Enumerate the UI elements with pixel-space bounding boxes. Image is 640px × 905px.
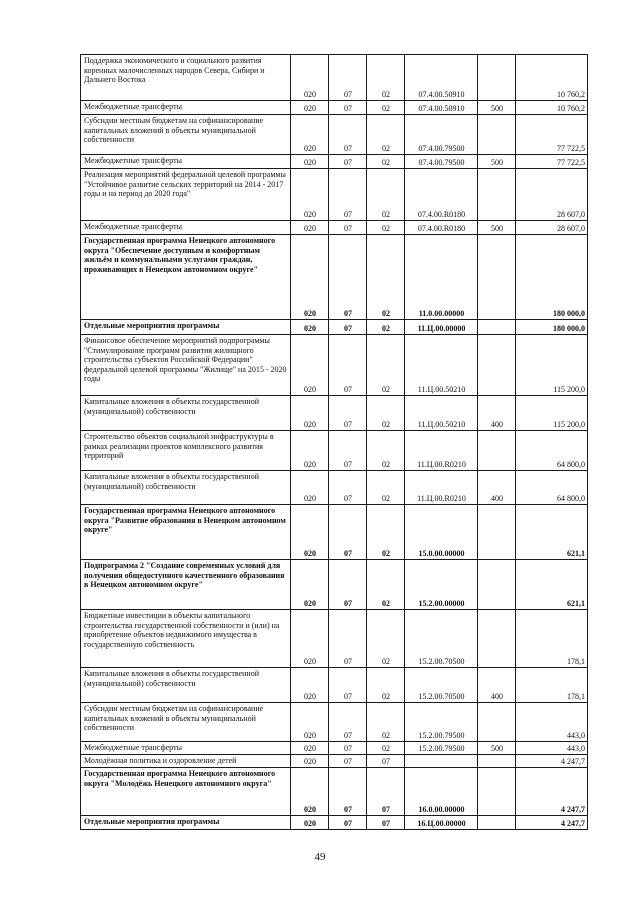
col-section: 07 (329, 235, 367, 320)
row-name: Субсидии местным бюджетам на софинансирование капитальных вложений в объекты муниципальной собственности (81, 115, 291, 155)
col-subsection: 02 (367, 335, 405, 396)
row-name: Государственная программа Ненецкого автономного округа "Развитие образования в Ненецком автономном округе" (81, 505, 291, 560)
col-amount: 621,1 (516, 505, 588, 560)
col-amount: 443,0 (516, 703, 588, 742)
col-section: 07 (329, 335, 367, 396)
col-amount: 4 247,7 (516, 816, 588, 830)
col-section: 07 (329, 768, 367, 816)
col-section: 07 (329, 320, 367, 335)
col-amount: 4 247,7 (516, 755, 588, 768)
row-name: Отдельные мероприятия программы (81, 816, 291, 830)
table-row (81, 169, 588, 221)
col-ministry: 020 (291, 320, 329, 335)
row-name: Финансовое обеспечение мероприятий подпрограммы "Стимулирование программ развития жилищного строительства субъектов Российской Федерации" федеральной целевой программы "Жилище" на 2015 - 2020 годы (81, 335, 291, 396)
col-ministry: 020 (291, 816, 329, 830)
col-target-code: 15.2.00.79500 (405, 742, 478, 755)
col-section: 07 (329, 668, 367, 703)
col-ministry: 020 (291, 396, 329, 431)
table-row-program (81, 505, 588, 560)
col-expense-type (478, 755, 516, 768)
col-target-code: 07.4.00.50910 (405, 55, 478, 101)
col-section: 07 (329, 755, 367, 768)
table-row (81, 396, 588, 431)
col-section: 07 (329, 155, 367, 169)
col-ministry: 020 (291, 335, 329, 396)
col-amount: 115 200,0 (516, 335, 588, 396)
col-ministry: 020 (291, 768, 329, 816)
col-amount: 443,0 (516, 742, 588, 755)
table-row-program (81, 768, 588, 816)
col-expense-type: 400 (478, 668, 516, 703)
col-ministry: 020 (291, 668, 329, 703)
col-ministry: 020 (291, 610, 329, 668)
col-amount: 178,1 (516, 610, 588, 668)
table-row-subprogram (81, 560, 588, 610)
row-name: Государственная программа Ненецкого автономного округа "Молодёжь Ненецкого автономного округа" (81, 768, 291, 816)
col-expense-type: 400 (478, 396, 516, 431)
col-subsection: 07 (367, 768, 405, 816)
col-subsection: 02 (367, 431, 405, 471)
col-expense-type: 500 (478, 155, 516, 169)
col-subsection: 02 (367, 115, 405, 155)
row-name: Государственная программа Ненецкого автономного округа "Обеспечение доступным и комфортным жильём и коммунальными услугами граждан, проживающих в Ненецком автономном округе" (81, 235, 291, 320)
col-subsection: 02 (367, 703, 405, 742)
col-expense-type (478, 55, 516, 101)
col-ministry: 020 (291, 560, 329, 610)
col-subsection: 07 (367, 816, 405, 830)
col-target-code (405, 755, 478, 768)
page-number: 49 (314, 851, 326, 863)
row-name: Межбюджетные трансферты (81, 101, 291, 115)
row-name: Капитальные вложения в объекты государственной (муниципальной) собственности (81, 668, 291, 703)
table-row (81, 55, 588, 101)
col-ministry: 020 (291, 431, 329, 471)
col-expense-type (478, 703, 516, 742)
col-amount: 180 000,0 (516, 320, 588, 335)
table-row (81, 471, 588, 505)
col-expense-type (478, 169, 516, 221)
row-name: Молодёжная политика и оздоровление детей (81, 755, 291, 768)
table-row (81, 431, 588, 471)
col-amount: 621,1 (516, 560, 588, 610)
table-row (81, 742, 588, 755)
col-ministry: 020 (291, 101, 329, 115)
col-subsection: 02 (367, 742, 405, 755)
col-amount: 10 760,2 (516, 101, 588, 115)
col-target-code: 07.4.00.R0180 (405, 221, 478, 235)
col-amount: 180 000,0 (516, 235, 588, 320)
col-subsection: 02 (367, 55, 405, 101)
col-amount: 64 800,0 (516, 471, 588, 505)
col-target-code: 15.0.00.00000 (405, 505, 478, 560)
col-ministry: 020 (291, 235, 329, 320)
col-expense-type (478, 115, 516, 155)
col-expense-type (478, 320, 516, 335)
col-section: 07 (329, 169, 367, 221)
col-expense-type (478, 335, 516, 396)
col-subsection: 02 (367, 235, 405, 320)
col-amount: 28 607,0 (516, 169, 588, 221)
table-row (81, 703, 588, 742)
col-target-code: 15.2.00.00000 (405, 560, 478, 610)
col-expense-type (478, 235, 516, 320)
row-name: Межбюджетные трансферты (81, 155, 291, 169)
col-amount: 115 200,0 (516, 396, 588, 431)
col-target-code: 07.4.00.79500 (405, 155, 478, 169)
table-row (81, 155, 588, 169)
col-target-code: 07.4.00.R0180 (405, 169, 478, 221)
row-name: Поддержка экономического и социального развития коренных малочисленных народов Севера, Сибири и Дальнего Востока (81, 55, 291, 101)
row-name: Подпрограмма 2 "Создание современных условий для получения общедоступного качественного образования в Ненецком автономном округе" (81, 560, 291, 610)
col-section: 07 (329, 396, 367, 431)
col-expense-type: 500 (478, 101, 516, 115)
col-ministry: 020 (291, 742, 329, 755)
col-section: 07 (329, 560, 367, 610)
table-row (81, 755, 588, 768)
col-ministry: 020 (291, 169, 329, 221)
row-name: Отдельные мероприятия программы (81, 320, 291, 335)
col-ministry: 020 (291, 703, 329, 742)
col-target-code: 11.0.00.00000 (405, 235, 478, 320)
col-subsection: 02 (367, 396, 405, 431)
row-name: Капитальные вложения в объекты государственной (муниципальной) собственности (81, 471, 291, 505)
col-subsection: 02 (367, 155, 405, 169)
col-amount: 64 800,0 (516, 431, 588, 471)
col-target-code: 07.4.00.50910 (405, 101, 478, 115)
col-section: 07 (329, 101, 367, 115)
row-name: Межбюджетные трансферты (81, 221, 291, 235)
col-subsection: 02 (367, 320, 405, 335)
row-name: Капитальные вложения в объекты государственной (муниципальной) собственности (81, 396, 291, 431)
col-expense-type (478, 610, 516, 668)
col-target-code: 16.Ц.00.00000 (405, 816, 478, 830)
table-row-program (81, 235, 588, 320)
col-expense-type: 400 (478, 471, 516, 505)
col-subsection: 02 (367, 101, 405, 115)
col-subsection: 02 (367, 505, 405, 560)
table-row (81, 610, 588, 668)
col-ministry: 020 (291, 221, 329, 235)
col-expense-type (478, 431, 516, 471)
col-ministry: 020 (291, 471, 329, 505)
budget-table (80, 54, 588, 830)
col-expense-type (478, 816, 516, 830)
col-target-code: 07.4.00.79500 (405, 115, 478, 155)
col-subsection: 02 (367, 169, 405, 221)
table-row (81, 816, 588, 830)
col-target-code: 15.2.00.70500 (405, 668, 478, 703)
col-subsection: 02 (367, 221, 405, 235)
col-expense-type (478, 505, 516, 560)
col-subsection: 07 (367, 755, 405, 768)
col-section: 07 (329, 55, 367, 101)
col-ministry: 020 (291, 505, 329, 560)
row-name: Бюджетные инвестиции в объекты капитального строительства государственной собственности и (или) на приобретение объектов недвижимого имущества в государственную собственность (81, 610, 291, 668)
col-amount: 28 607,0 (516, 221, 588, 235)
row-name: Реализация мероприятий федеральной целевой программы "Устойчивое развитие сельских территорий на 2014 - 2017 годы и на период до 2020 года" (81, 169, 291, 221)
col-target-code: 16.0.00.00000 (405, 768, 478, 816)
row-name: Субсидии местным бюджетам на софинансирование капитальных вложений в объекты муниципальной собственности (81, 703, 291, 742)
table-row (81, 115, 588, 155)
col-section: 07 (329, 703, 367, 742)
col-section: 07 (329, 505, 367, 560)
col-ministry: 020 (291, 155, 329, 169)
col-target-code: 15.2.00.70500 (405, 610, 478, 668)
col-expense-type (478, 768, 516, 816)
col-ministry: 020 (291, 55, 329, 101)
col-subsection: 02 (367, 471, 405, 505)
col-target-code: 11.Ц.00.R0210 (405, 431, 478, 471)
row-name: Межбюджетные трансферты (81, 742, 291, 755)
col-subsection: 02 (367, 610, 405, 668)
col-amount: 77 722,5 (516, 115, 588, 155)
col-section: 07 (329, 115, 367, 155)
col-section: 07 (329, 816, 367, 830)
col-section: 07 (329, 431, 367, 471)
col-section: 07 (329, 221, 367, 235)
col-target-code: 11.Ц.00.50210 (405, 335, 478, 396)
col-section: 07 (329, 610, 367, 668)
table-row (81, 221, 588, 235)
col-target-code: 11.Ц.00.R0210 (405, 471, 478, 505)
col-ministry: 020 (291, 755, 329, 768)
col-expense-type (478, 560, 516, 610)
col-amount: 4 247,7 (516, 768, 588, 816)
col-target-code: 11.Ц.00.00000 (405, 320, 478, 335)
col-target-code: 15.2.00.79500 (405, 703, 478, 742)
table-row (81, 320, 588, 335)
table-row (81, 101, 588, 115)
col-ministry: 020 (291, 115, 329, 155)
row-name: Строительство объектов социальной инфраструктуры в рамках реализации проектов комплексного развития территорий (81, 431, 291, 471)
table-row (81, 335, 588, 396)
col-subsection: 02 (367, 668, 405, 703)
col-expense-type: 500 (478, 742, 516, 755)
col-expense-type: 500 (478, 221, 516, 235)
col-section: 07 (329, 471, 367, 505)
col-section: 07 (329, 742, 367, 755)
col-target-code: 11.Ц.00.50210 (405, 396, 478, 431)
col-subsection: 02 (367, 560, 405, 610)
col-amount: 10 760,2 (516, 55, 588, 101)
col-amount: 77 722,5 (516, 155, 588, 169)
table-row (81, 668, 588, 703)
col-amount: 178,1 (516, 668, 588, 703)
